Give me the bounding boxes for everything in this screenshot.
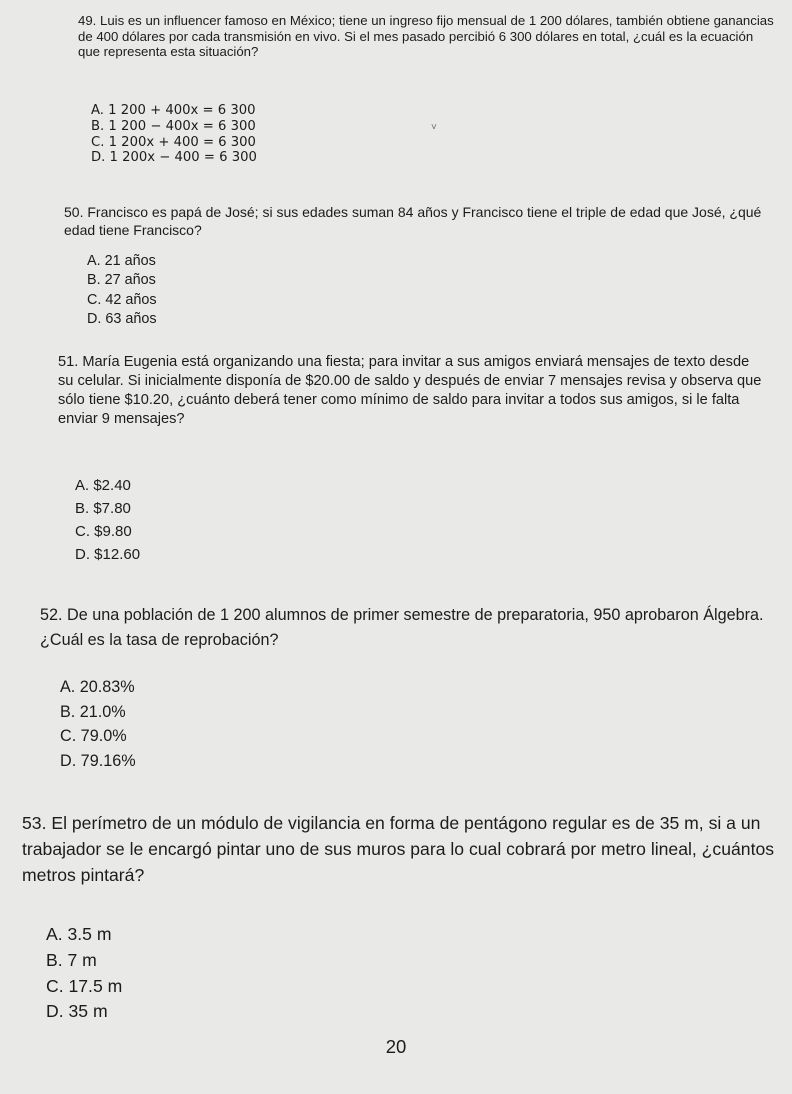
option-b: B. 7 m xyxy=(46,949,97,970)
option-c: C. $9.80 xyxy=(75,523,132,540)
option-d: D. $12.60 xyxy=(75,546,141,563)
question-stem: 50. Francisco es papá de José; si sus edades suman 84 años y Francisco tiene el triple de edad que José, ¿qué edad tiene Francisco? xyxy=(64,204,762,238)
option-c: C. 42 años xyxy=(87,291,157,308)
answer-options xyxy=(75,474,140,566)
option-d: D. 35 m xyxy=(46,1001,108,1022)
question-stem: 52. De una población de 1 200 alumnos de primer semestre de preparatoria, 950 aprobaron Álgebra. ¿Cuál es la tasa de reprobación? xyxy=(40,606,764,649)
answer-options xyxy=(91,103,257,166)
option-d: D. 63 años xyxy=(87,310,157,327)
question-stem: 51. María Eugenia está organizando una fiesta; para invitar a sus amigos enviará mensajes de texto desde su celular. Si inicialmente disponía de $20.00 de saldo y después de enviar 7 mensajes revisa y observa que sólo tiene $10.20, ¿cuánto deberá tener como mínimo de saldo para invitar a todos sus amigos, si le falta enviar 9 mensajes? xyxy=(58,354,762,427)
option-b: B. 21.0% xyxy=(60,702,126,721)
option-c: C. 1 200x + 400 = 6 300 xyxy=(91,134,256,150)
option-a: A. 3.5 m xyxy=(46,924,112,944)
page-number: 20 xyxy=(385,1036,407,1057)
answer-options xyxy=(87,252,157,329)
option-c: C. 79.0% xyxy=(60,727,127,746)
pencil-mark: ˅ xyxy=(431,122,437,133)
option-a: A. $2.40 xyxy=(75,477,131,494)
option-a: A. 1 200 + 400x = 6 300 xyxy=(91,103,256,118)
option-a: A. 20.83% xyxy=(60,678,135,696)
option-b: B. $7.80 xyxy=(75,500,131,517)
question-stem: 53. El perímetro de un módulo de vigilancia en forma de pentágono regular es de 35 m, si a un trabajador se le encargó pintar uno de sus muros para lo cual cobrará por metro lineal, ¿cuántos metros pintará? xyxy=(22,813,775,885)
option-d: D. 1 200x − 400 = 6 300 xyxy=(91,150,257,166)
option-b: B. 1 200 − 400x = 6 300 xyxy=(91,118,256,134)
answer-options xyxy=(60,675,136,773)
question-stem: 49. Luis es un influencer famoso en México; tiene un ingreso fijo mensual de 1 200 dólares, también obtiene ganancias de 400 dólares por cada transmisión en vivo. Si el mes pasado percibió 6 300 dólares en total, ¿cuál es la ecuación que representa esta situación? xyxy=(78,13,774,60)
option-c: C. 17.5 m xyxy=(46,975,123,996)
option-a: A. 21 años xyxy=(87,253,156,269)
option-d: D. 79.16% xyxy=(60,751,136,770)
answer-options xyxy=(46,922,122,1025)
option-b: B. 27 años xyxy=(87,272,156,289)
